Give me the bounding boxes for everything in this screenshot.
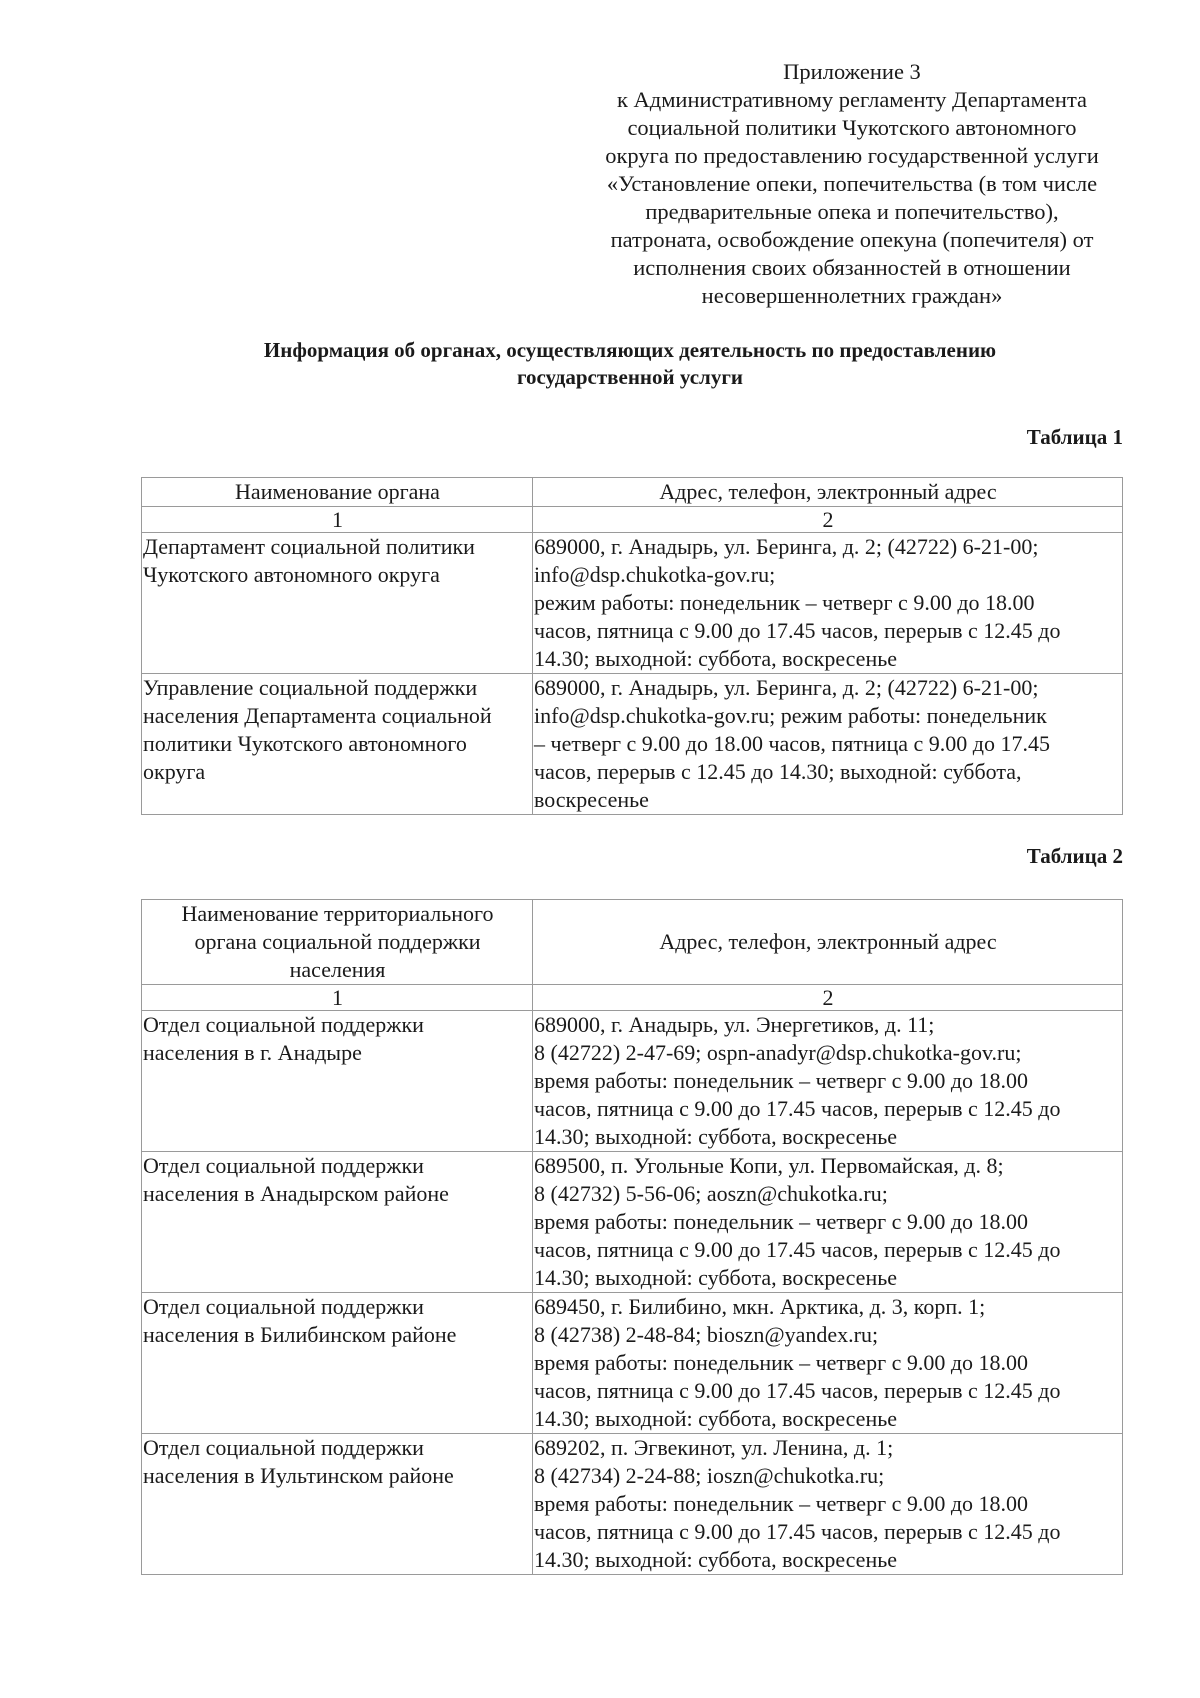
header-line: населения (289, 957, 386, 982)
organ-name-cell (142, 1152, 533, 1293)
table1-header-name: Наименование органа (142, 478, 533, 507)
contact-line: режим работы: понедельник – четверг с 9.00 до 18.00 (534, 590, 1035, 615)
organ-name-line: населения в Иультинском районе (143, 1463, 454, 1488)
table-row (142, 1152, 1123, 1293)
organ-name-cell (142, 533, 533, 674)
organ-name-cell (142, 1434, 533, 1575)
table-row (142, 1434, 1123, 1575)
organ-name-cell (142, 674, 533, 815)
appendix-line: «Установление опеки, попечительства (в том числе (606, 171, 1098, 196)
table2-header-name (142, 900, 533, 985)
organ-name-line: округа (143, 759, 206, 784)
contact-line: 689500, п. Угольные Копи, ул. Первомайская, д. 8; (534, 1153, 1004, 1178)
table1-number-row (142, 507, 1123, 533)
contact-line: 689450, г. Билибино, мкн. Арктика, д. 3, корп. 1; (534, 1294, 986, 1319)
contact-line: 8 (42738) 2-48-84; bioszn@yandex.ru; (534, 1322, 879, 1347)
contact-cell (533, 1293, 1123, 1434)
table1 (141, 477, 1123, 815)
contact-line: 14.30; выходной: суббота, воскресенье (534, 1265, 898, 1290)
table1-caption: Таблица 1 (1026, 425, 1123, 449)
contact-line: info@dsp.chukotka-gov.ru; (534, 562, 776, 587)
contact-line: 14.30; выходной: суббота, воскресенье (534, 1406, 898, 1431)
appendix-line: патроната, освобождение опекуна (попечителя) от (610, 227, 1094, 252)
organ-name-cell (142, 1011, 533, 1152)
contact-line: 14.30; выходной: суббота, воскресенье (534, 1547, 898, 1572)
col-number: 1 (142, 985, 533, 1011)
contact-line: часов, пятница с 9.00 до 17.45 часов, перерыв с 12.45 до (534, 1237, 1061, 1262)
table2-caption: Таблица 2 (1026, 844, 1123, 868)
organ-name-line: Отдел социальной поддержки (143, 1294, 424, 1319)
contact-line: 689000, г. Анадырь, ул. Энергетиков, д. 11; (534, 1012, 935, 1037)
contact-line: часов, пятница с 9.00 до 17.45 часов, перерыв с 12.45 до (534, 1096, 1061, 1121)
contact-line: время работы: понедельник – четверг с 9.00 до 18.00 (534, 1209, 1029, 1234)
organ-name-line: Отдел социальной поддержки (143, 1012, 424, 1037)
organ-name-cell (142, 1293, 533, 1434)
appendix-line: Приложение 3 (783, 59, 921, 84)
contact-line: часов, перерыв с 12.45 до 14.30; выходной: суббота, (534, 759, 1022, 784)
col-number: 1 (142, 507, 533, 533)
contact-line: воскресенье (534, 787, 649, 812)
organ-name-line: Отдел социальной поддержки (143, 1153, 424, 1178)
contact-line: 689000, г. Анадырь, ул. Беринга, д. 2; (42722) 6-21-00; (534, 534, 1039, 559)
col-number: 2 (533, 507, 1123, 533)
appendix-line: предварительные опека и попечительство), (645, 199, 1059, 224)
contact-line: часов, пятница с 9.00 до 17.45 часов, перерыв с 12.45 до (534, 1519, 1061, 1544)
contact-line: время работы: понедельник – четверг с 9.00 до 18.00 (534, 1350, 1029, 1375)
table2 (141, 899, 1123, 1575)
organ-name-line: Отдел социальной поддержки (143, 1435, 424, 1460)
appendix-line: округа по предоставлению государственной услуги (605, 143, 1099, 168)
contact-line: 689202, п. Эгвекинот, ул. Ленина, д. 1; (534, 1435, 894, 1460)
contact-line: часов, пятница с 9.00 до 17.45 часов, перерыв с 12.45 до (534, 1378, 1061, 1403)
table2-header-row (142, 900, 1123, 985)
contact-cell (533, 1434, 1123, 1575)
header-line: Наименование территориального (181, 901, 494, 926)
organ-name-line: населения в Билибинском районе (143, 1322, 457, 1347)
organ-name-line: населения Департамента социальной (143, 703, 492, 728)
table-row (142, 1011, 1123, 1152)
contact-line: время работы: понедельник – четверг с 9.00 до 18.00 (534, 1491, 1029, 1516)
contact-line: 8 (42732) 5-56-06; aoszn@chukotka.ru; (534, 1181, 888, 1206)
organ-name-line: политики Чукотского автономного (143, 731, 467, 756)
contact-cell (533, 1152, 1123, 1293)
organ-name-line: Управление социальной поддержки (143, 675, 478, 700)
contact-line: 8 (42722) 2-47-69; ospn-anadyr@dsp.chukotka-gov.ru; (534, 1040, 1022, 1065)
table-row (142, 533, 1123, 674)
contact-line: 8 (42734) 2-24-88; ioszn@chukotka.ru; (534, 1463, 885, 1488)
document-title (140, 337, 1120, 391)
contact-cell (533, 533, 1123, 674)
table-row (142, 674, 1123, 815)
contact-line: – четверг с 9.00 до 18.00 часов, пятница с 9.00 до 17.45 (534, 731, 1050, 756)
table2-number-row (142, 985, 1123, 1011)
organ-name-line: населения в Анадырском районе (143, 1181, 449, 1206)
appendix-line: несовершеннолетних граждан» (701, 283, 1003, 308)
title-line: государственной услуги (517, 365, 743, 389)
contact-line: info@dsp.chukotka-gov.ru; режим работы: понедельник (534, 703, 1047, 728)
contact-line: 14.30; выходной: суббота, воскресенье (534, 1124, 898, 1149)
contact-cell (533, 1011, 1123, 1152)
appendix-line: социальной политики Чукотского автономного (627, 115, 1077, 140)
table-row (142, 1293, 1123, 1434)
table1-header-contact: Адрес, телефон, электронный адрес (533, 478, 1123, 507)
contact-line: время работы: понедельник – четверг с 9.00 до 18.00 (534, 1068, 1029, 1093)
col-number: 2 (533, 985, 1123, 1011)
contact-cell (533, 674, 1123, 815)
contact-line: часов, пятница с 9.00 до 17.45 часов, перерыв с 12.45 до (534, 618, 1061, 643)
table2-header-contact: Адрес, телефон, электронный адрес (533, 900, 1123, 985)
header-line: органа социальной поддержки (194, 929, 481, 954)
appendix-line: исполнения своих обязанностей в отношении (633, 255, 1071, 280)
organ-name-line: населения в г. Анадыре (143, 1040, 362, 1065)
organ-name-line: Чукотского автономного округа (143, 562, 440, 587)
organ-name-line: Департамент социальной политики (143, 534, 475, 559)
title-line: Информация об органах, осуществляющих деятельность по предоставлению (263, 338, 997, 362)
appendix-header (572, 58, 1132, 310)
appendix-line: к Административному регламенту Департамента (616, 87, 1088, 112)
table1-header-row (142, 478, 1123, 507)
contact-line: 14.30; выходной: суббота, воскресенье (534, 646, 898, 671)
contact-line: 689000, г. Анадырь, ул. Беринга, д. 2; (42722) 6-21-00; (534, 675, 1039, 700)
